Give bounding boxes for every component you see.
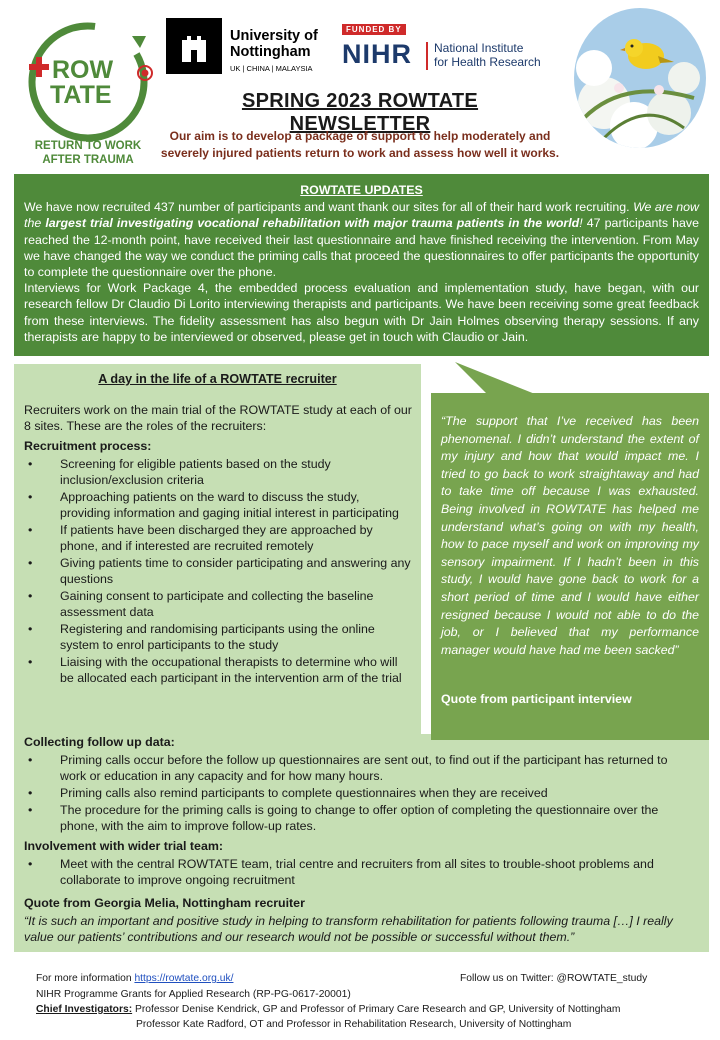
list-item: • Liaising with the occupational therapists to determine who will be allocated each participant in the intervention arm of the trial: [28, 655, 402, 685]
list-item: • Screening for eligible patients based on the study inclusion/exclusion criteria: [28, 457, 331, 487]
followup-heading: Collecting follow up data:: [24, 735, 175, 749]
wider-team-heading: Involvement with wider trial team:: [24, 839, 223, 853]
aim-statement: Our aim is to develop a package of support to help moderately and severely injured patients return to work and assess how well it works.: [160, 129, 560, 160]
rowtate-tagline-2: AFTER TRAUMA: [42, 154, 134, 166]
updates-paragraph-1: We have now recruited 437 number of participants and want thank our sites for all of their hard work recruiting. We are now the largest trial investigating vocational rehabilitation with major trauma patients in the world! 47 participants have reached the 12-month point, have received their last questionnaire and have finished receiving the intervention. From May we have changed the way we conduct the priming calls that proceed the questionnaires to offer participants the opportunity to complete the questionnaire over the phone.: [24, 200, 699, 280]
participant-quote: “The support that I’ve received has been phenomenal. I didn’t understand the extent of my injury and how that would impact me. I tried to go back to work straightaway and had to take time off because I was exhausted. Being involved in ROWTATE has helped me understand what’s going on with my health, how to pace myself and work on improving my sensory impairment. If I hadn’t been in this study, I would have gone back to work for a short period of time and I would have either resigned because I would not able to do the job, or I believed that my performance manager would have had me been sacked”: [441, 414, 699, 657]
footer-twitter: Follow us on Twitter: @ROWTATE_study: [460, 973, 648, 984]
quote-source: Quote from participant interview: [441, 692, 632, 706]
recruiter-intro: Recruiters work on the main trial of the ROWTATE study at each of our 8 sites. These are the roles of the recruiters:: [24, 403, 412, 433]
followup-list: [24, 752, 694, 835]
uon-sub: UK | CHINA | MALAYSIA: [230, 64, 313, 73]
updates-section: [14, 174, 709, 356]
list-item: • Giving patients time to consider participating and answering any questions: [28, 556, 411, 586]
list-item: • Meet with the central ROWTATE team, trial centre and recruiters from all sites to trouble-shoot problems and collaborate to improve ongoing recruitment: [28, 857, 654, 887]
website-link[interactable]: https://rowtate.org.uk/: [134, 973, 234, 984]
rowtate-tagline-1: RETURN TO WORK: [34, 140, 142, 152]
nihr-logo: [342, 24, 552, 74]
list-item: • Priming calls occur before the follow up questionnaires are sent out, to find out if the participant has returned to work or education in any capacity and for how many hours.: [28, 753, 668, 783]
recruitment-heading: Recruitment process:: [24, 439, 152, 453]
list-item: • The procedure for the priming calls is going to change to offer option of completing the questionnaire over the phone, with the aim to improve follow-up rates.: [28, 803, 659, 833]
rowtate-logo: [22, 18, 162, 168]
updates-title: ROWTATE UPDATES: [300, 183, 423, 197]
nihr-divider: [426, 42, 428, 70]
newsletter-title: SPRING 2023 ROWTATE NEWSLETTER: [241, 90, 479, 135]
recruiter-title: A day in the life of a ROWTATE recruiter: [98, 372, 337, 386]
footer-chief-investigators: Chief Investigators: Professor Denise Kendrick, GP and Professor of Primary Care Research and GP, University of Nottingham: [36, 1004, 621, 1015]
list-item: • Gaining consent to participate and collecting the baseline assessment data: [28, 589, 374, 619]
bird-blossom-photo: [574, 8, 706, 148]
footer-chief-investigator-2: Professor Kate Radford, OT and Professor in Rehabilitation Research, University of Nottingham: [136, 1019, 572, 1030]
uon-name: University of Nottingham: [230, 28, 318, 60]
recruitment-list: [24, 456, 412, 687]
list-item: • If patients have been discharged they are approached by phone, and if interested are recruited remotely: [28, 523, 373, 553]
nihr-mark: NIHR: [342, 39, 412, 69]
list-item: • Priming calls also remind participants to complete questionnaires when they are received: [28, 786, 548, 800]
uon-logo: [166, 18, 326, 78]
nihr-full-name: National Institute for Health Research: [434, 41, 541, 69]
nihr-funded-label: FUNDED BY: [342, 24, 406, 35]
rowtate-logo-row: ROW: [52, 56, 114, 84]
uon-crest-icon: [166, 18, 222, 74]
georgia-quote: “It is such an important and positive study in helping to transform rehabilitation for patients following trauma […] I really value our patients’ contributions and our research would not be possible or successful without them.”: [24, 914, 673, 944]
footer-grants: NIHR Programme Grants for Applied Research (RP-PG-0617-20001): [36, 989, 351, 1000]
list-item: • Registering and randomising participants using the online system to enrol participants to the study: [28, 622, 375, 652]
footer-more-info: For more information https://rowtate.org.uk/: [36, 973, 234, 984]
georgia-quote-heading: Quote from Georgia Melia, Nottingham recruiter: [24, 896, 305, 910]
wider-team-list: [24, 856, 694, 889]
list-item: • Approaching patients on the ward to discuss the study, providing information and gaging initial interest in participating: [28, 490, 399, 520]
updates-paragraph-2: Interviews for Work Package 4, the embedded process evaluation and implementation study, have began, with our research fellow Dr Claudio Di Lorito interviewing therapists and participants. We have been receiving some great feedback from these interviews. The fidelity assessment has also begun with Dr Jain Holmes observing therapy sessions. If any therapists are happy to be interviewed or observed, please get in touch with Claudio or Jain.: [24, 281, 699, 344]
rowtate-logo-tate: TATE: [50, 81, 112, 109]
